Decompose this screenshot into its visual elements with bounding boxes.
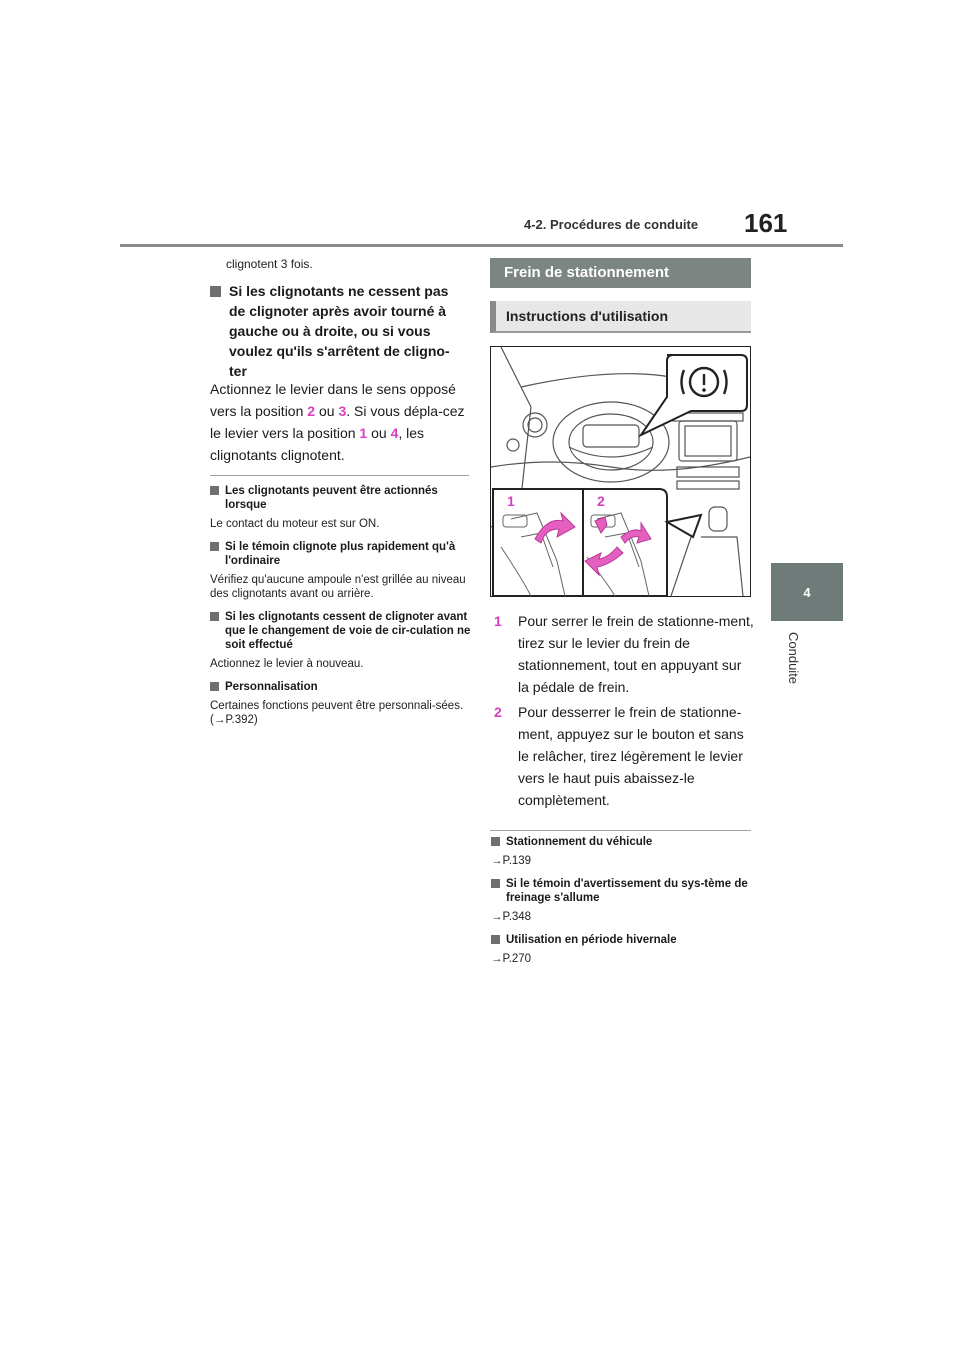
body-text: , les clignotants clignotent. bbox=[210, 425, 425, 463]
illustration-label-1: 1 bbox=[507, 493, 515, 509]
step-1 bbox=[494, 610, 756, 698]
body-text: . Si vous dépla-cez le levier vers la position bbox=[210, 403, 465, 441]
note-heading: Utilisation en période hivernale bbox=[506, 934, 677, 946]
main-body bbox=[210, 378, 472, 466]
heading-line: Si les clignotants ne cessent pas bbox=[229, 283, 449, 299]
notes-divider bbox=[490, 830, 751, 831]
step-text: Pour serrer le frein de stationne-ment, tirez sur le levier du frein de stationnement, tout en appuyant sur la pédale de frein. bbox=[518, 613, 754, 695]
brake-warning-callout bbox=[641, 355, 747, 435]
bullet-square-icon bbox=[210, 612, 219, 621]
note-body: Vérifiez qu'aucune ampoule n'est grillée au niveau des clignotants avant ou arrière. bbox=[210, 574, 466, 600]
note-item bbox=[210, 680, 472, 727]
note-heading: Les clignotants peuvent être actionnés lorsque bbox=[225, 485, 438, 511]
heading-line: ter bbox=[229, 363, 247, 379]
position-number: 1 bbox=[359, 425, 368, 441]
section-title: Frein de stationnement bbox=[490, 258, 751, 288]
heading-line: de clignoter après avoir tourné à bbox=[229, 303, 447, 319]
chapter-tab[interactable] bbox=[771, 563, 843, 621]
note-body: Certaines fonctions peuvent être personnali-sées. (→P.392) bbox=[210, 700, 464, 726]
note-item bbox=[210, 484, 472, 531]
position-number: 4 bbox=[390, 425, 399, 441]
subsection-title: Instructions d'utilisation bbox=[490, 301, 751, 333]
dashboard-drawing bbox=[491, 347, 750, 596]
chapter-number: 4 bbox=[803, 584, 811, 600]
left-notes bbox=[210, 484, 472, 727]
right-notes bbox=[491, 835, 753, 966]
bullet-square-icon bbox=[210, 682, 219, 691]
step-2 bbox=[494, 701, 756, 811]
main-heading bbox=[210, 281, 472, 381]
page-reference[interactable]: →P.270 bbox=[491, 953, 532, 965]
note-item bbox=[210, 540, 472, 601]
heading-line: voulez qu'ils s'arrêtent de cligno- bbox=[229, 343, 450, 359]
page-reference[interactable]: →P.348 bbox=[491, 911, 532, 923]
note-item bbox=[491, 835, 753, 868]
illustration-label-2: 2 bbox=[597, 493, 605, 509]
note-body: Actionnez le levier à nouveau. bbox=[210, 658, 364, 670]
position-number: 3 bbox=[338, 403, 347, 419]
note-heading: Stationnement du véhicule bbox=[506, 836, 653, 848]
heading-line: gauche ou à droite, ou si vous bbox=[229, 323, 431, 339]
parking-brake-illustration bbox=[490, 346, 751, 597]
bullet-square-icon bbox=[210, 286, 221, 297]
notes-divider bbox=[210, 475, 469, 476]
bullet-square-icon bbox=[210, 486, 219, 495]
section-header: 4-2. Procédures de conduite bbox=[524, 217, 699, 232]
step-number: 1 bbox=[494, 613, 502, 629]
note-item bbox=[210, 610, 472, 671]
note-heading: Personnalisation bbox=[225, 681, 318, 693]
bullet-square-icon bbox=[491, 935, 500, 944]
body-text: ou bbox=[367, 425, 391, 441]
header-divider bbox=[120, 244, 843, 247]
page-number: 161 bbox=[744, 208, 788, 238]
note-body: Le contact du moteur est sur ON. bbox=[210, 518, 380, 530]
step-number: 2 bbox=[494, 704, 502, 720]
position-number: 2 bbox=[307, 403, 316, 419]
bullet-square-icon bbox=[491, 879, 500, 888]
body-text: Actionnez le levier dans le sens opposé vers la position bbox=[210, 381, 456, 419]
note-item bbox=[491, 933, 753, 966]
intro-line: clignotent 3 fois. bbox=[226, 257, 313, 271]
step-text: Pour desserrer le frein de stationne-ment, appuyez sur le bouton et sans le relâcher, tirez légèrement le levier vers le haut puis abaissez-le complètement. bbox=[518, 704, 744, 808]
bullet-square-icon bbox=[491, 837, 500, 846]
note-item bbox=[491, 877, 753, 924]
bullet-square-icon bbox=[210, 542, 219, 551]
body-text: ou bbox=[315, 403, 339, 419]
note-heading: Si le témoin d'avertissement du sys-tème de freinage s'allume bbox=[506, 878, 748, 904]
note-heading: Si le témoin clignote plus rapidement qu'à l'ordinaire bbox=[225, 541, 456, 567]
chapter-label: Conduite bbox=[786, 632, 801, 685]
page-reference[interactable]: →P.139 bbox=[491, 855, 532, 867]
note-heading: Si les clignotants cessent de clignoter avant que le changement de voie de cir-culation ne soit effectué bbox=[225, 611, 471, 651]
